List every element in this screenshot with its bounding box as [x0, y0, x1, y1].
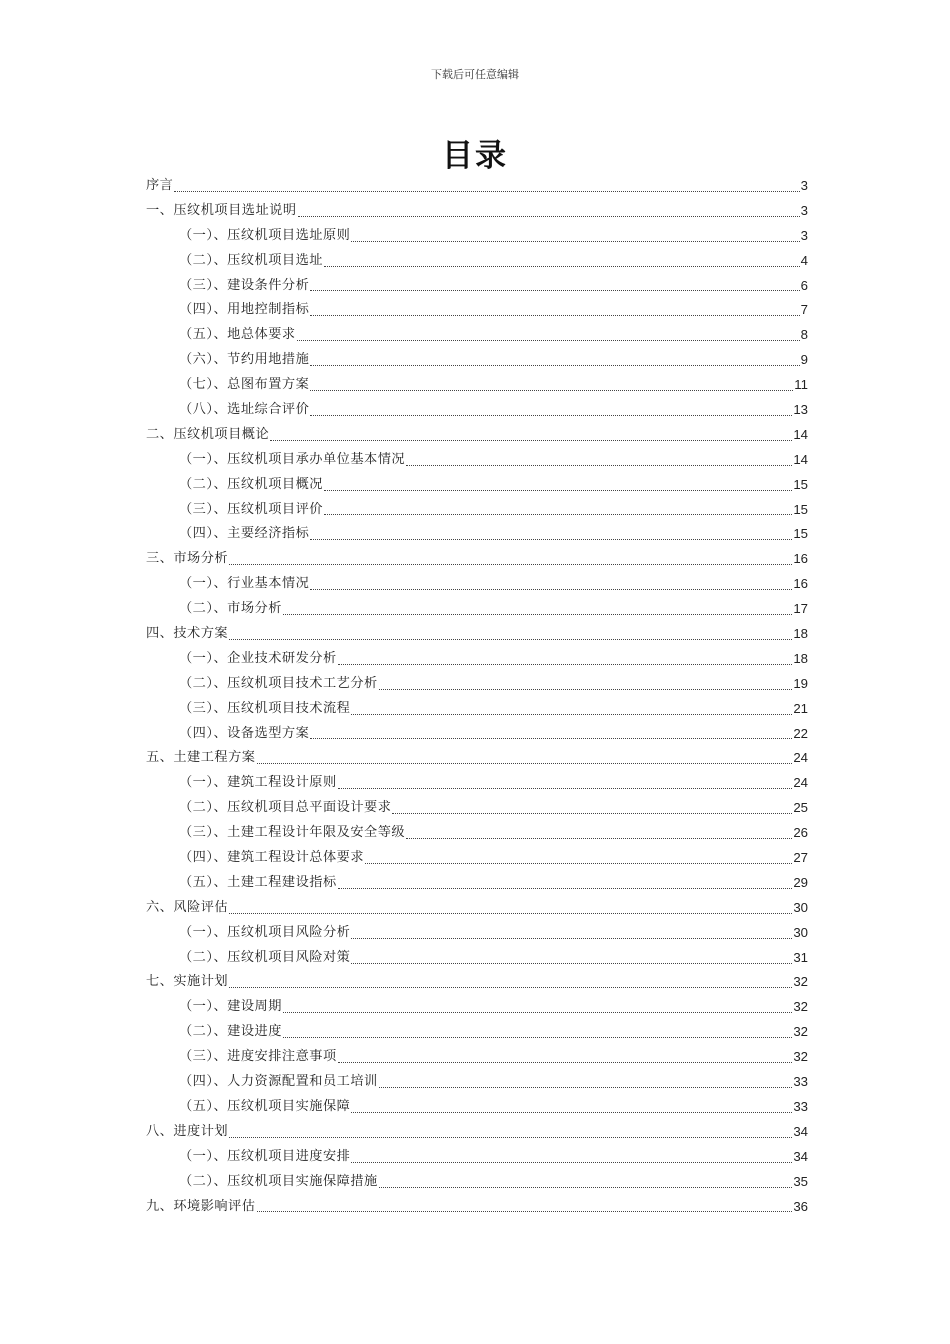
toc-entry-page-number: 33	[793, 1098, 808, 1114]
toc-entry-page-number: 17	[793, 601, 808, 617]
toc-entry-label: 三、市场分析	[146, 551, 229, 567]
toc-entry[interactable]	[146, 871, 808, 896]
toc-dot-leader	[324, 490, 792, 491]
toc-entry[interactable]	[146, 1195, 808, 1220]
toc-entry-label: 八、进度计划	[146, 1123, 229, 1139]
toc-entry-label: 一、压纹机项目选址说明	[146, 202, 297, 218]
toc-entry-label: 序言	[146, 177, 174, 193]
toc-entry-page-number: 34	[793, 1148, 808, 1164]
toc-entry-label: （二）、压纹机项目概况	[179, 476, 323, 492]
toc-dot-leader	[324, 266, 800, 267]
toc-dot-leader	[351, 1162, 792, 1163]
toc-entry-page-number: 35	[793, 1173, 808, 1189]
toc-entry[interactable]	[146, 298, 808, 323]
toc-entry-page-number: 13	[793, 402, 808, 417]
toc-entry[interactable]	[146, 224, 808, 249]
toc-dot-leader	[174, 191, 799, 192]
toc-entry-page-number: 32	[793, 974, 808, 990]
toc-entry-label: 五、土建工程方案	[146, 750, 256, 766]
toc-dot-leader	[297, 340, 800, 341]
toc-entry-page-number: 18	[793, 626, 808, 642]
toc-entry-page-number: 16	[793, 551, 808, 567]
toc-entry[interactable]	[146, 896, 808, 921]
toc-entry-page-number: 31	[793, 949, 808, 965]
toc-entry[interactable]	[146, 473, 808, 498]
toc-entry-page-number: 3	[800, 202, 808, 218]
toc-dot-leader	[229, 639, 792, 640]
toc-entry-page-number: 7	[800, 302, 808, 318]
toc-dot-leader	[283, 1012, 792, 1013]
toc-entry[interactable]	[146, 498, 808, 523]
toc-dot-leader	[310, 290, 799, 291]
toc-entry[interactable]	[146, 722, 808, 747]
toc-entry-page-number: 14	[793, 451, 808, 467]
toc-entry[interactable]	[146, 249, 808, 274]
toc-entry-label: （三）、压纹机项目技术流程	[179, 700, 351, 716]
toc-dot-leader	[310, 539, 792, 540]
toc-dot-leader	[229, 564, 792, 565]
toc-entry[interactable]	[146, 622, 808, 647]
toc-entry-label: （一）、压纹机项目风险分析	[179, 924, 351, 940]
toc-entry-page-number: 9	[800, 352, 808, 368]
toc-dot-leader	[324, 514, 792, 515]
toc-entry[interactable]	[146, 846, 808, 871]
toc-dot-leader	[406, 465, 792, 466]
toc-entry[interactable]	[146, 274, 808, 299]
toc-entry[interactable]	[146, 572, 808, 597]
toc-entry[interactable]	[146, 1120, 808, 1145]
header-note: 下载后可任意编辑	[431, 68, 519, 81]
toc-entry[interactable]	[146, 373, 808, 398]
toc-entry[interactable]	[146, 697, 808, 722]
toc-entry-label: （五）、压纹机项目实施保障	[179, 1098, 351, 1114]
toc-entry-label: （四）、主要经济指标	[179, 526, 310, 542]
toc-entry-page-number: 18	[793, 650, 808, 666]
toc-entry-page-number: 26	[793, 825, 808, 841]
toc-entry-page-number: 32	[793, 999, 808, 1015]
toc-entry[interactable]	[146, 946, 808, 971]
toc-entry-page-number: 32	[793, 1024, 808, 1040]
toc-dot-leader	[229, 1137, 792, 1138]
toc-entry[interactable]	[146, 921, 808, 946]
toc-dot-leader	[379, 689, 793, 690]
toc-entry-page-number: 24	[793, 750, 808, 766]
toc-dot-leader	[379, 1087, 793, 1088]
toc-entry-page-number: 33	[793, 1074, 808, 1090]
toc-entry-label: （四）、用地控制指标	[179, 302, 310, 318]
toc-entry[interactable]	[146, 448, 808, 473]
toc-entry-page-number: 30	[793, 899, 808, 915]
toc-entry[interactable]	[146, 547, 808, 572]
toc-entry[interactable]	[146, 647, 808, 672]
toc-entry-page-number: 30	[793, 924, 808, 940]
toc-entry-label: 二、压纹机项目概论	[146, 426, 270, 442]
toc-dot-leader	[310, 365, 799, 366]
toc-entry[interactable]	[146, 1145, 808, 1170]
toc-entry[interactable]	[146, 597, 808, 622]
toc-entry-page-number: 21	[793, 700, 808, 716]
toc-entry-page-number: 15	[793, 526, 808, 542]
toc-dot-leader	[310, 589, 792, 590]
toc-entry-label: （一）、压纹机项目选址原则	[179, 227, 351, 243]
toc-entry-page-number: 29	[793, 874, 808, 890]
toc-entry-label: 七、实施计划	[146, 974, 229, 990]
toc-entry-page-number: 15	[793, 476, 808, 492]
toc-entry-label: （一）、建筑工程设计原则	[179, 775, 337, 791]
toc-entry-label: （一）、压纹机项目承办单位基本情况	[179, 451, 406, 467]
toc-entry-page-number: 34	[793, 1123, 808, 1139]
toc-entry-label: （七）、总图布置方案	[179, 377, 310, 393]
toc-entry-label: （三）、建设条件分析	[179, 277, 310, 293]
toc-dot-leader	[310, 738, 792, 739]
toc-entry-page-number: 22	[793, 725, 808, 741]
page-title: 目录	[442, 138, 508, 174]
toc-entry[interactable]	[146, 1020, 808, 1045]
toc-dot-leader	[310, 315, 799, 316]
toc-dot-leader	[379, 1187, 793, 1188]
toc-dot-leader	[351, 1112, 792, 1113]
toc-entry-page-number: 6	[800, 277, 808, 293]
toc-entry[interactable]	[146, 323, 808, 348]
toc-entry-label: （二）、压纹机项目实施保障措施	[179, 1173, 378, 1189]
toc-dot-leader	[298, 216, 800, 217]
toc-dot-leader	[338, 888, 793, 889]
toc-dot-leader	[283, 614, 792, 615]
toc-dot-leader	[351, 938, 792, 939]
toc-entry[interactable]	[146, 995, 808, 1020]
toc-dot-leader	[406, 838, 792, 839]
toc-dot-leader	[392, 813, 792, 814]
toc-entry[interactable]	[146, 672, 808, 697]
toc-entry[interactable]	[146, 1095, 808, 1120]
toc-entry[interactable]	[146, 423, 808, 448]
toc-dot-leader	[310, 415, 792, 416]
toc-entry[interactable]	[146, 796, 808, 821]
toc-dot-leader	[351, 714, 792, 715]
toc-entry-page-number: 11	[794, 377, 808, 393]
toc-entry-page-number: 36	[793, 1198, 808, 1214]
toc-entry-page-number: 24	[793, 775, 808, 791]
toc-entry-label: （二）、压纹机项目总平面设计要求	[179, 800, 392, 816]
toc-entry-label: 四、技术方案	[146, 626, 229, 642]
toc-entry-label: （二）、压纹机项目选址	[179, 252, 323, 268]
toc-entry-label: （二）、市场分析	[179, 601, 282, 617]
toc-dot-leader	[229, 913, 792, 914]
toc-dot-leader	[310, 390, 793, 391]
toc-dot-leader	[351, 241, 799, 242]
toc-entry-label: （四）、设备选型方案	[179, 725, 310, 741]
toc-entry-page-number: 14	[793, 426, 808, 442]
toc-dot-leader	[351, 963, 792, 964]
toc-dot-leader	[257, 1211, 793, 1212]
toc-entry-page-number: 8	[800, 327, 808, 343]
toc-entry-label: （一）、企业技术研发分析	[179, 650, 337, 666]
toc-entry[interactable]	[146, 1170, 808, 1195]
toc-entry[interactable]	[146, 971, 808, 996]
toc-entry[interactable]	[146, 174, 808, 199]
toc-entry[interactable]	[146, 348, 808, 373]
toc-entry-label: （三）、土建工程设计年限及安全等级	[179, 825, 406, 841]
toc-entry-label: （四）、人力资源配置和员工培训	[179, 1074, 378, 1090]
toc-dot-leader	[338, 664, 793, 665]
toc-entry[interactable]	[146, 1070, 808, 1095]
toc-entry-page-number: 3	[800, 227, 808, 243]
toc-entry-label: （五）、土建工程建设指标	[179, 874, 337, 890]
toc-dot-leader	[338, 788, 793, 789]
toc-entry-label: （二）、压纹机项目技术工艺分析	[179, 675, 378, 691]
toc-entry-label: 九、环境影响评估	[146, 1198, 256, 1214]
toc-entry-label: （六）、节约用地措施	[179, 352, 310, 368]
toc-dot-leader	[283, 1037, 792, 1038]
toc-entry-page-number: 16	[793, 576, 808, 592]
toc-entry-label: （四）、建筑工程设计总体要求	[179, 850, 365, 866]
toc-entry-label: （八）、选址综合评价	[179, 402, 310, 417]
toc-entry-page-number: 4	[800, 252, 808, 268]
toc-dot-leader	[270, 440, 792, 441]
toc-dot-leader	[338, 1062, 793, 1063]
toc-entry-label: 六、风险评估	[146, 899, 229, 915]
toc-dot-leader	[229, 987, 792, 988]
toc-entry-page-number: 25	[793, 800, 808, 816]
toc-entry-label: （二）、建设进度	[179, 1024, 282, 1040]
toc-entry-label: （一）、压纹机项目进度安排	[179, 1148, 351, 1164]
toc-entry-label: （五）、地总体要求	[179, 327, 296, 343]
toc-entry-page-number: 3	[800, 177, 808, 193]
toc-entry[interactable]	[146, 522, 808, 547]
toc-entry[interactable]	[146, 746, 808, 771]
toc-dot-leader	[257, 763, 793, 764]
toc-entry-label: （三）、进度安排注意事项	[179, 1049, 337, 1065]
toc-entry-page-number: 19	[793, 675, 808, 691]
toc-entry-label: （二）、压纹机项目风险对策	[179, 949, 351, 965]
toc-entry-label: （一）、行业基本情况	[179, 576, 310, 592]
toc-entry-page-number: 27	[793, 850, 808, 866]
toc-entry[interactable]	[146, 398, 808, 423]
toc-entry-page-number: 32	[793, 1049, 808, 1065]
toc-entry[interactable]	[146, 821, 808, 846]
toc-entry-label: （三）、压纹机项目评价	[179, 501, 323, 517]
table-of-contents	[146, 174, 808, 1219]
toc-entry-label: （一）、建设周期	[179, 999, 282, 1015]
toc-entry[interactable]	[146, 199, 808, 224]
toc-dot-leader	[365, 863, 792, 864]
toc-entry-page-number: 15	[793, 501, 808, 517]
toc-entry[interactable]	[146, 1045, 808, 1070]
toc-entry[interactable]	[146, 771, 808, 796]
